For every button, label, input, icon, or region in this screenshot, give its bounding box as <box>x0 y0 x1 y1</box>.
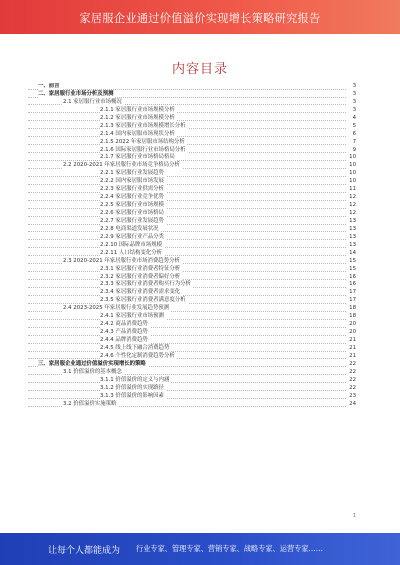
toc-entry[interactable] <box>28 107 356 115</box>
toc-entry[interactable] <box>28 218 356 226</box>
toc-leader-dots <box>28 120 346 121</box>
toc-entry-page: 16 <box>349 273 356 280</box>
toc-leader-dots <box>28 319 346 320</box>
toc-entry-page: 22 <box>349 376 356 383</box>
toc-leader-dots <box>28 112 346 113</box>
toc-entry-label: 2.2.6 家居服行业市场格局 <box>100 210 164 216</box>
toc-entry-page: 9 <box>352 146 356 153</box>
toc-entry[interactable] <box>28 345 356 353</box>
toc-entry-page: 13 <box>349 225 356 232</box>
footer-banner <box>0 533 400 565</box>
toc-entry-page: 13 <box>349 241 356 248</box>
toc-entry[interactable] <box>28 266 356 274</box>
toc-entry[interactable] <box>28 274 356 282</box>
footer-slogan-left: 让每个人都能成为 <box>48 546 121 556</box>
toc-entry-page: 7 <box>352 138 356 145</box>
toc-entry-page: 18 <box>349 305 356 312</box>
toc-entry-label: 2.1 家居服行业市场概况 <box>63 98 122 105</box>
toc-entry[interactable] <box>28 289 356 297</box>
toc-entry-page: 18 <box>349 313 356 320</box>
toc-entry-label: 2.2.10 国际品牌市场规模 <box>100 241 162 248</box>
toc-leader-dots <box>28 176 346 177</box>
toc-leader-dots <box>28 255 346 256</box>
toc-entry-label: 2.3.2 家居服行业消费者偏好分析 <box>100 273 181 280</box>
toc-entry[interactable] <box>28 131 356 139</box>
toc-entry[interactable] <box>28 186 356 194</box>
toc-entry[interactable] <box>28 361 356 369</box>
toc-entry-label: 三、家居服企业通过价值溢价实现增长的策略 <box>38 360 146 367</box>
toc-entry[interactable] <box>28 99 356 107</box>
toc-entry-label: 2.3.1 家居服行业消费者特征分析 <box>100 265 181 272</box>
toc-leader-dots <box>28 295 346 296</box>
page-number: 1 <box>352 513 356 519</box>
toc-entry[interactable] <box>28 393 356 401</box>
toc-entry-page: 12 <box>349 210 356 216</box>
toc-entry[interactable] <box>28 353 356 361</box>
toc-entry-page: 4 <box>352 114 356 121</box>
toc-entry-label: 2.4 2023-2025 年家居服行业发展趋势预测 <box>63 305 170 312</box>
toc-leader-dots <box>28 89 346 90</box>
toc-entry[interactable] <box>28 258 356 266</box>
toc-entry-page: 15 <box>349 265 356 272</box>
toc-entry[interactable] <box>28 242 356 250</box>
report-title: 家居服企业通过价值溢价实现增长策略研究报告 <box>79 12 321 25</box>
toc-entry[interactable] <box>28 250 356 258</box>
toc-leader-dots <box>28 382 346 383</box>
toc-entry[interactable] <box>28 178 356 186</box>
toc-entry-page: 10 <box>349 154 356 161</box>
toc-leader-dots <box>28 390 346 391</box>
toc-leader-dots <box>28 398 346 399</box>
toc-entry-page: 21 <box>349 352 356 359</box>
toc-leader-dots <box>28 335 346 336</box>
toc-entry-label: 2.2.2 国内家居服市场发展 <box>100 178 164 185</box>
toc-leader-dots <box>28 343 346 344</box>
toc-entry[interactable] <box>28 170 356 178</box>
toc-entry-label: 2.3.3 家居服行业消费者购买行为分析 <box>100 281 191 288</box>
toc-entry-label: 2.1.5 2022 年家居服市场结构分析 <box>100 138 185 145</box>
toc-leader-dots <box>28 247 346 248</box>
toc-entry-page: 17 <box>349 297 356 304</box>
toc-leader-dots <box>28 224 346 225</box>
toc-entry[interactable] <box>28 83 356 91</box>
toc-leader-dots <box>28 208 346 209</box>
toc-entry-page: 21 <box>349 337 356 343</box>
toc-leader-dots <box>28 200 346 201</box>
toc-entry[interactable] <box>28 401 356 409</box>
table-of-contents <box>28 83 356 533</box>
toc-entry[interactable] <box>28 162 356 170</box>
footer-slogan-right: 行业专家、管理专家、营销专家、战略专家、运营专家…… <box>136 544 323 553</box>
toc-entry-label: 2.3.4 家居服行业消费者需求变化 <box>100 289 181 296</box>
toc-entry[interactable] <box>28 139 356 147</box>
toc-leader-dots <box>28 192 346 193</box>
toc-entry-page: 10 <box>349 178 356 185</box>
header-banner <box>0 0 400 34</box>
toc-entry-label: 2.3 2020-2021 年家居服行业市场消费趋势分析 <box>63 257 180 264</box>
toc-entry-page: 20 <box>349 321 356 328</box>
toc-entry-page: 10 <box>349 170 356 177</box>
toc-entry[interactable] <box>28 377 356 385</box>
toc-entry-label: 2.1.3 家居服行业市场规模增长分析 <box>100 122 186 129</box>
toc-entry-label: 2.2.4 家居服行业竞争优势 <box>100 194 164 201</box>
toc-entry-page: 24 <box>349 400 356 407</box>
toc-entry[interactable] <box>28 234 356 242</box>
toc-entry-label: 2.2.8 电商渠道发展状况 <box>100 225 159 232</box>
toc-entry-page: 3 <box>352 90 356 97</box>
toc-entry[interactable] <box>28 385 356 393</box>
toc-entry-page: 20 <box>349 329 356 336</box>
toc-entry-page: 10 <box>349 162 356 169</box>
toc-entry-label: 2.4.1 家居服行业市场预测 <box>100 313 164 320</box>
toc-entry[interactable] <box>28 210 356 218</box>
toc-entry[interactable] <box>28 321 356 329</box>
toc-entry[interactable] <box>28 337 356 345</box>
toc-entry-label: 3.1.1 价值溢价的定义与内涵 <box>100 376 170 383</box>
toc-entry[interactable] <box>28 202 356 210</box>
toc-entry-page: 14 <box>349 249 356 256</box>
toc-entry-label: 2.2.5 家居服行业市场规模 <box>100 202 164 209</box>
toc-leader-dots <box>28 231 346 232</box>
toc-entry-label: 2.1.7 家居服行业市场格局格局 <box>100 154 175 161</box>
toc-leader-dots <box>28 239 346 240</box>
toc-entry-page: 22 <box>349 384 356 391</box>
toc-entry-label: 2.4.4 品牌消费趋势 <box>100 337 148 343</box>
toc-entry[interactable] <box>28 226 356 234</box>
toc-entry-label: 2.1.1 家居服行业市场规模分析 <box>100 106 175 113</box>
toc-leader-dots <box>28 184 346 185</box>
toc-leader-dots <box>28 144 346 145</box>
toc-entry-label: 2.2.9 家居服行业产品分类 <box>100 233 164 240</box>
toc-entry-page: 12 <box>349 194 356 201</box>
toc-entry-label: 2.2.3 家居服行业供需分析 <box>100 186 164 193</box>
toc-entry-page: 21 <box>349 344 356 351</box>
toc-entry[interactable] <box>28 115 356 123</box>
toc-entry-label: 2.2.7 家居服行业发展趋势 <box>100 217 164 224</box>
toc-leader-dots <box>28 216 346 217</box>
toc-entry-page: 3 <box>352 98 356 105</box>
toc-entry-label: 2.4.3 产品消费趋势 <box>100 329 148 336</box>
toc-entry-page: 13 <box>349 233 356 240</box>
toc-leader-dots <box>28 358 346 359</box>
toc-leader-dots <box>28 160 346 161</box>
toc-entry-page: 3 <box>352 83 356 89</box>
toc-entry-label: 2.4.2 商品消费趋势 <box>100 321 148 328</box>
toc-leader-dots <box>28 279 346 280</box>
toc-entry[interactable] <box>28 91 356 99</box>
toc-entry-label: 2.1.4 国内家居服市场现状分析 <box>100 130 175 137</box>
toc-entry-label: 3.1.2 价值溢价的实现路径 <box>100 384 164 391</box>
toc-entry-page: 5 <box>352 122 356 129</box>
toc-leader-dots <box>28 351 346 352</box>
toc-entry-page: 17 <box>349 289 356 296</box>
toc-leader-dots <box>28 271 346 272</box>
toc-entry-label: 二、家居服行业市场分析及预测 <box>38 90 114 97</box>
toc-heading: 内容目录 <box>171 62 228 77</box>
toc-entry-label: 3.1 价值溢价的基本概念 <box>63 368 122 375</box>
toc-entry-page: 6 <box>352 130 356 137</box>
toc-entry[interactable] <box>28 281 356 289</box>
toc-entry-page: 3 <box>352 106 356 113</box>
toc-entry-label: 3.2 价值溢价实施策略 <box>63 400 117 407</box>
toc-entry-label: 2.4.5 线上线下融合消费趋势 <box>100 344 170 351</box>
toc-entry[interactable] <box>28 313 356 321</box>
toc-entry-label: 2.2.11 人口结构变化分析 <box>100 249 162 256</box>
toc-entry-page: 23 <box>349 392 356 399</box>
toc-entry-page: 22 <box>349 368 356 375</box>
toc-entry-page: 11 <box>349 186 356 193</box>
toc-leader-dots <box>28 136 346 137</box>
toc-entry[interactable] <box>28 305 356 313</box>
toc-entry-label: 2.1.6 国际家居服行业市场格局分析 <box>100 146 186 153</box>
toc-entry[interactable] <box>28 369 356 377</box>
toc-entry-page: 15 <box>349 257 356 264</box>
toc-entry[interactable] <box>28 194 356 202</box>
toc-entry-label: 一、前言 <box>38 83 60 89</box>
toc-entry-label: 2.1.2 家居服行业市场规模分析 <box>100 114 175 121</box>
toc-entry-page: 13 <box>349 217 356 224</box>
toc-entry-label: 2.2.1 家居服行业发展趋势 <box>100 170 164 177</box>
toc-entry-label: 2.2 2020-2021 年家居服行业市场竞争格局分析 <box>63 162 180 169</box>
toc-entry-page: 22 <box>349 360 356 367</box>
toc-entry[interactable] <box>28 329 356 337</box>
toc-entry[interactable] <box>28 123 356 131</box>
toc-leader-dots <box>28 327 346 328</box>
toc-entry-label: 3.1.3 价值溢价的影响因素 <box>100 392 164 399</box>
toc-entry[interactable] <box>28 147 356 155</box>
toc-entry-page: 16 <box>349 281 356 288</box>
toc-entry-page: 12 <box>349 202 356 209</box>
toc-entry-label: 2.4.6 个性化定制消费趋势分析 <box>100 352 175 359</box>
toc-entry-label: 2.3.5 家居服行业消费者满意度分析 <box>100 297 186 304</box>
